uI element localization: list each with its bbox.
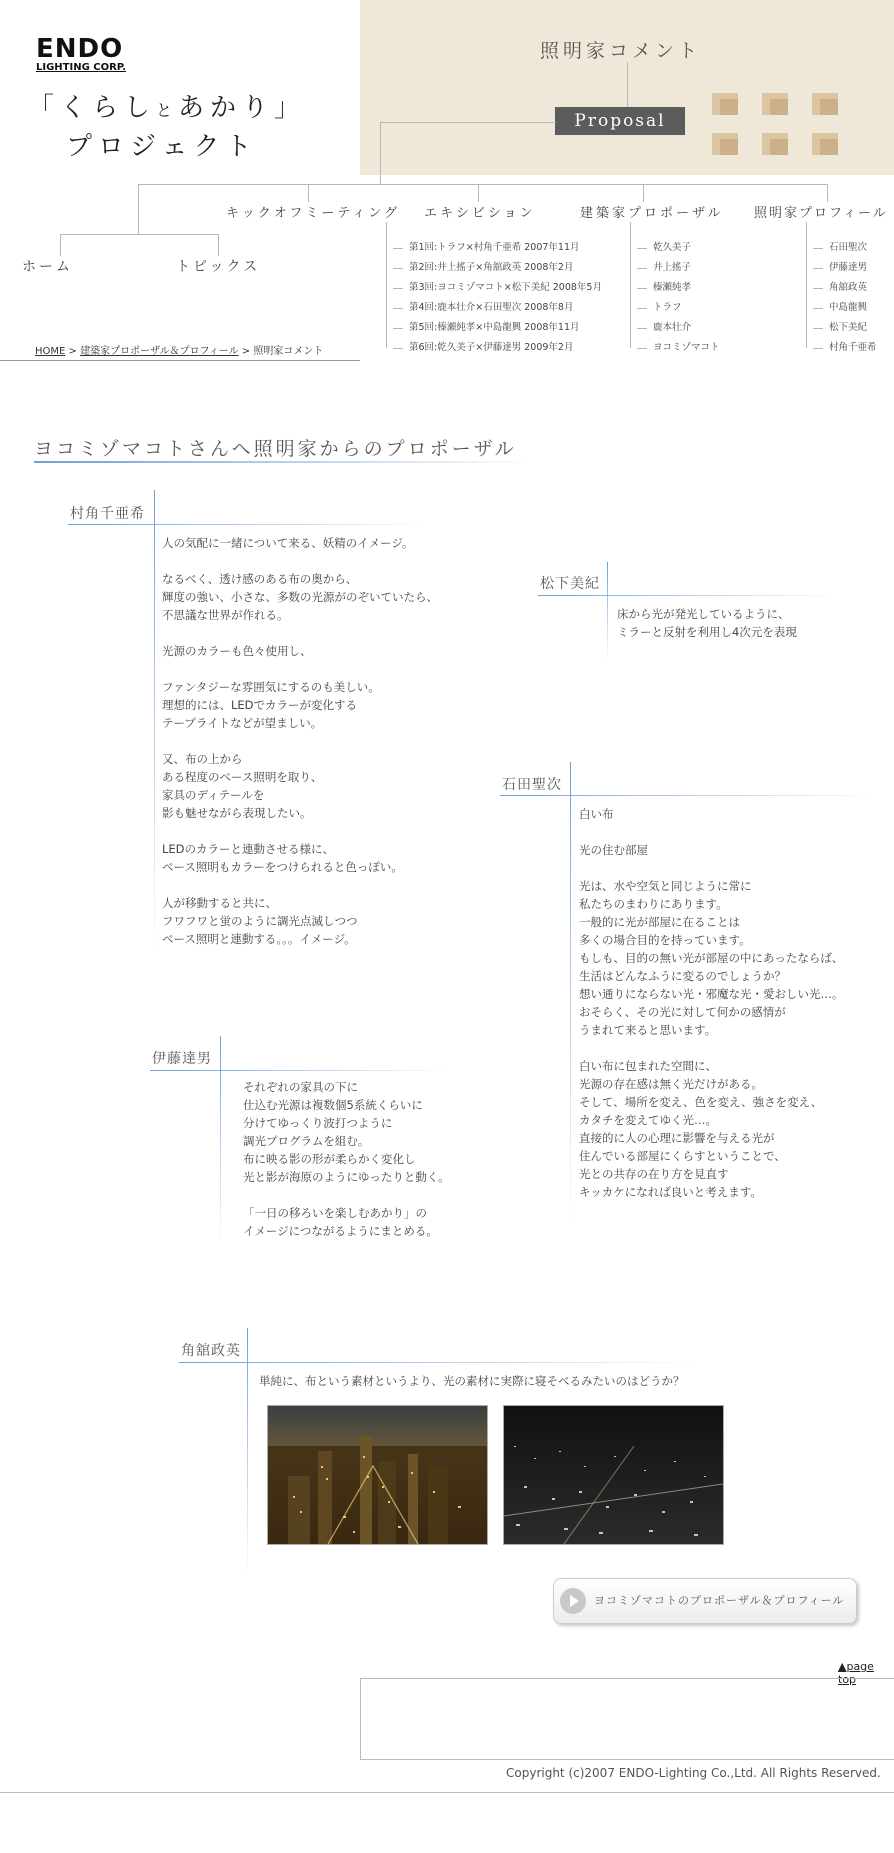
page-heading: ヨコミゾマコトさんへ照明家からのプロポーザル bbox=[34, 438, 517, 460]
exhibition-item-5[interactable]: 第5回:榛瀬純孝×中島龍興 2008年11月 bbox=[393, 318, 602, 338]
lighting-item[interactable]: 村角千亜希 bbox=[813, 338, 877, 358]
nav-tree-line bbox=[806, 222, 807, 348]
nav-exhibition[interactable]: エキシビション bbox=[424, 206, 536, 221]
exhibition-submenu bbox=[393, 238, 602, 358]
comment-rule bbox=[154, 490, 155, 960]
comment-rule bbox=[538, 595, 838, 596]
architect-item[interactable]: 井上搖子 bbox=[637, 258, 720, 278]
exhibition-item-2[interactable]: 第2回:井上搖子×角舘政英 2008年2月 bbox=[393, 258, 602, 278]
logo-main-text: ENDO bbox=[36, 34, 124, 64]
nav-tree-line bbox=[60, 234, 61, 256]
nav-kickoff[interactable]: キックオフミーティング bbox=[226, 206, 401, 221]
comment-rule bbox=[607, 562, 608, 662]
comment-rule bbox=[500, 795, 880, 796]
comment-rule bbox=[220, 1036, 221, 1246]
endo-logo[interactable] bbox=[36, 36, 146, 76]
comment-text-ito: それぞれの家具の下に 仕込む光源は複数個5系統くらいに 分けてゆっくり波打つように 調光プログラムを組む。 布に映る影の形が柔らかく変化し 光と影が海原のようにゆったりと動く。 「一日の移ろいを楽しむあかり」の イメージにつながるようにまとめる。 bbox=[243, 1080, 450, 1238]
breadcrumb-separator: > bbox=[241, 346, 251, 357]
nav-tree-line bbox=[60, 234, 218, 235]
nav-home[interactable]: ホーム bbox=[22, 259, 73, 275]
nav-tree-line bbox=[643, 184, 644, 202]
logo-sub-text: LIGHTING CORP. bbox=[36, 62, 127, 73]
exhibition-item-4[interactable]: 第4回:鹿本壮介×石田聖次 2008年8月 bbox=[393, 298, 602, 318]
page-top-link[interactable]: ▲page top bbox=[838, 1660, 874, 1686]
designer-name-murakado: 村角千亜希 bbox=[70, 506, 145, 522]
lighting-item[interactable]: 石田聖次 bbox=[813, 238, 877, 258]
nav-lighting-profile[interactable]: 照明家プロフィール bbox=[754, 206, 888, 221]
nav-tree-line bbox=[380, 122, 556, 123]
nav-tree-line bbox=[478, 184, 479, 202]
city-night-photo-2 bbox=[503, 1405, 724, 1545]
designer-name-ito: 伊藤達男 bbox=[152, 1051, 212, 1067]
commentary-title: 照明家コメント bbox=[540, 40, 702, 62]
comment-rule bbox=[179, 1362, 699, 1363]
nav-tree-line bbox=[380, 122, 381, 184]
page-heading-underline bbox=[34, 461, 534, 463]
decor-square bbox=[712, 93, 738, 115]
project-title-part-c: あかり」 bbox=[178, 93, 307, 123]
nav-topics[interactable]: トピックス bbox=[176, 259, 261, 275]
nav-tree-line bbox=[386, 222, 387, 348]
comment-text-matsushita: 床から光が発光しているように、 ミラーと反射を利用し4次元を表現 bbox=[617, 607, 797, 639]
architect-item[interactable]: ヨコミゾマコト bbox=[637, 338, 720, 358]
decor-square bbox=[762, 93, 788, 115]
designer-name-ishida: 石田聖次 bbox=[502, 777, 562, 793]
exhibition-item-6[interactable]: 第6回:乾久美子×伊藤達男 2009年2月 bbox=[393, 338, 602, 358]
comment-text-murakado: 人の気配に一緒について来る、妖精のイメージ。 なるべく、透け感のある布の奥から、 輝度の強い、小さな、多数の光源がのぞいていたら、 不思議な世界が作れる。 光源のカラーも色々使用し、 ファンタジーな雰囲気にするのも美しい。 理想的には、LEDでカラーが変化する テープライトなどが望ましい。 又、布の上から ある程度のベース照明を取り、 家具のディテールを 影も魅せながら表現したい。 LEDのカラーと連動させる様に、 ベース照明もカラーをつけられると色っぽい。 人が移動すると共に、 フワフワと蛍のように調光点滅しつつ ベース照明と連動する。。。イメージ。 bbox=[162, 536, 438, 946]
lighting-submenu bbox=[813, 238, 877, 358]
breadcrumb-current: 照明家コメント bbox=[253, 346, 324, 357]
lighting-item[interactable]: 中島龍興 bbox=[813, 298, 877, 318]
project-title-part-a: 「くらし bbox=[28, 93, 157, 123]
footer-box bbox=[360, 1678, 894, 1760]
nav-tree-line bbox=[138, 184, 139, 234]
project-title-line-2: プロジェクト bbox=[66, 132, 258, 162]
decor-square bbox=[812, 93, 838, 115]
comment-rule bbox=[68, 524, 428, 525]
play-icon bbox=[560, 1588, 586, 1614]
lighting-item[interactable]: 伊藤達男 bbox=[813, 258, 877, 278]
copyright-text: Copyright (c)2007 ENDO-Lighting Co.,Ltd. All Rights Reserved. bbox=[506, 1766, 881, 1780]
breadcrumb-parent-link[interactable]: 建築家プロポーザル＆プロフィール bbox=[80, 346, 239, 357]
project-title-part-b: と bbox=[156, 101, 179, 120]
nav-tree-line bbox=[630, 222, 631, 348]
architect-item[interactable]: 榛瀬純孝 bbox=[637, 278, 720, 298]
comment-text-kakudate: 単純に、布という素材というより、光の素材に実際に寝そべるみたいのはどうか？ bbox=[259, 1374, 685, 1388]
proposal-label: Proposal bbox=[555, 107, 685, 135]
exhibition-item-3[interactable]: 第3回:ヨコミゾマコト×松下美紀 2008年5月 bbox=[393, 278, 602, 298]
architect-item[interactable]: 乾久美子 bbox=[637, 238, 720, 258]
nav-tree-line bbox=[308, 184, 309, 202]
exhibition-item-1[interactable]: 第1回:トラフ×村角千亜希 2007年11月 bbox=[393, 238, 602, 258]
decor-square bbox=[712, 133, 738, 155]
architect-profile-button[interactable] bbox=[553, 1578, 857, 1624]
nav-tree-line bbox=[218, 234, 219, 256]
breadcrumb-separator: > bbox=[68, 346, 77, 357]
lighting-item[interactable]: 角舘政英 bbox=[813, 278, 877, 298]
comment-text-ishida: 白い布 光の住む部屋 光は、水や空気と同じように常に 私たちのまわりにあります。 一般的に光が部屋に在ることは 多くの場合目的を持っています。 もしも、目的の無い光が部屋の中にあったならば、 生活はどんなふうに変るのでしょうか？ 想い通りにならない光・邪魔な光・愛おしい光…。 おそらく、その光に対して何かの感情が うまれて来ると思います。 白い布に包まれた空間に、 光源の存在感は無く光だけがある。 そして、場所を変え、色を変え、強さを変え、 カタチを変えてゆく光…。 直接的に人の心理に影響を与える光が 住んでいる部屋にくらすということで、 光との共存の在り方を見直す キッカケになれば良いと考えます。 bbox=[579, 807, 844, 1199]
header-connector bbox=[627, 62, 628, 108]
breadcrumb bbox=[35, 342, 323, 357]
designer-name-kakudate: 角舘政英 bbox=[181, 1343, 241, 1359]
city-night-photo-1 bbox=[267, 1405, 488, 1545]
nav-architect-proposal[interactable]: 建築家プロポーザル bbox=[580, 206, 724, 221]
comment-rule bbox=[570, 762, 571, 1232]
decor-square bbox=[812, 133, 838, 155]
architect-profile-button-label: ヨコミゾマコトのプロポーザル＆プロフィール bbox=[594, 1594, 845, 1607]
lighting-item[interactable]: 松下美紀 bbox=[813, 318, 877, 338]
breadcrumb-divider bbox=[0, 360, 360, 361]
project-title bbox=[28, 90, 318, 165]
nav-tree-line bbox=[827, 184, 828, 202]
nav-tree-line bbox=[138, 184, 828, 185]
comment-rule bbox=[247, 1328, 248, 1578]
comment-rule bbox=[150, 1070, 450, 1071]
architect-item[interactable]: トラフ bbox=[637, 298, 720, 318]
footer-divider bbox=[0, 1792, 894, 1793]
architect-submenu bbox=[637, 238, 720, 358]
designer-name-matsushita: 松下美紀 bbox=[540, 576, 600, 592]
decor-square bbox=[762, 133, 788, 155]
architect-item[interactable]: 鹿本壮介 bbox=[637, 318, 720, 338]
breadcrumb-home-link[interactable]: HOME bbox=[35, 346, 66, 357]
